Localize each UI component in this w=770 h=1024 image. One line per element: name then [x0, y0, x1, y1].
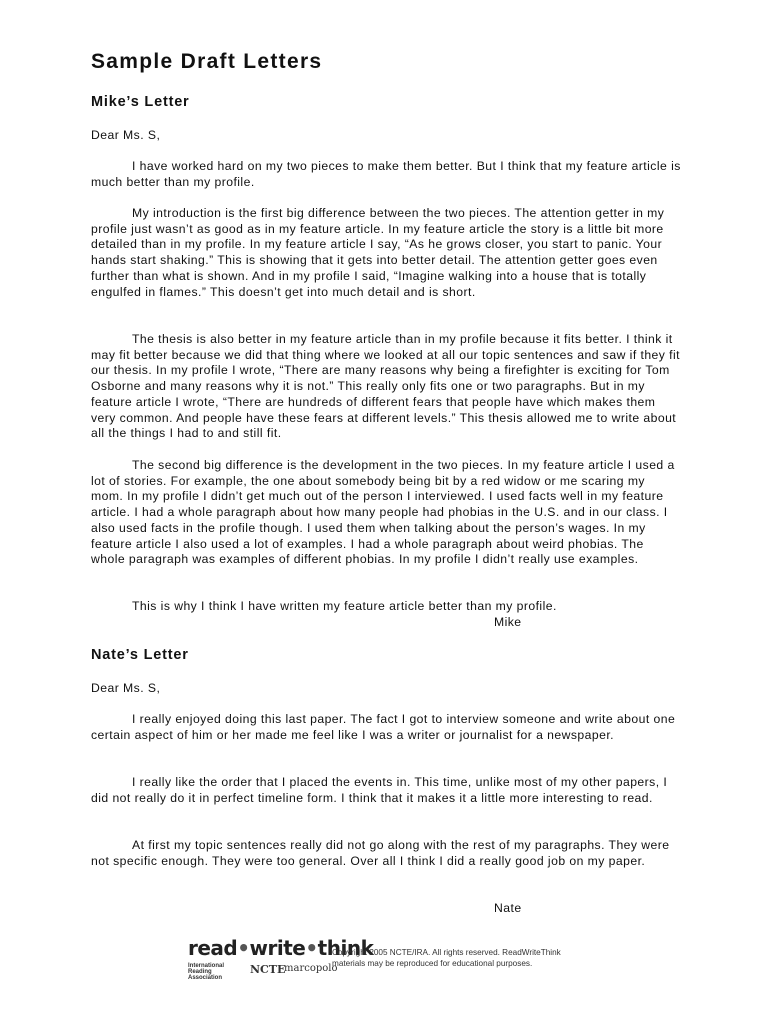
- page-title: Sample Draft Letters: [91, 50, 323, 73]
- copyright-line-1: Copyright 2005 NCTE/IRA. All rights reserved. ReadWriteThink: [332, 948, 561, 957]
- ira-logo: International Reading Association: [188, 963, 225, 981]
- mike-letter-heading: Mike’s Letter: [91, 94, 190, 110]
- copyright-notice: [332, 948, 592, 969]
- footer: [188, 934, 588, 980]
- nate-greeting: Dear Ms. S,: [91, 681, 161, 695]
- marcopolo-logo: marcopolo: [284, 963, 338, 974]
- mike-greeting: Dear Ms. S,: [91, 128, 161, 142]
- mike-paragraph-3: The thesis is also better in my feature article than in my profile because it fits better. I think it may fit better because we did that thing where we looked at all our topic sentences and saw if they fit our thesis. In my profile I wrote, “There are many reasons why being a firefighter is exciting for Tom Osborne and many reasons why it is not.” This really only fits one or two paragraphs. But in my feature article I wrote, “There are hundreds of different fears that people have which makes them very common. And people have these fears at different levels.” This thesis allowed me to write about all the things I had to and still fit.: [91, 332, 680, 441]
- nate-signature: Nate: [494, 901, 522, 915]
- mike-signature: Mike: [494, 615, 522, 629]
- mike-paragraph-2: My introduction is the first big difference between the two pieces. The attention getter in my profile just wasn’t as good as in my feature article. In my feature article the story is a little bit more detailed than in my profile. In my feature article I say, “As he grows closer, you start to panic. Your hands start shaking.” This is showing that it gets into better detail. The attention getter goes even further than what is shown. And in my profile I said, “Imagine walking into a house that is totally engulfed in flames.” This doesn’t get into much detail and is short.: [91, 206, 665, 299]
- mike-paragraph-1: I have worked hard on my two pieces to make them better. But I think that my feature article is much better than my profile.: [91, 159, 681, 189]
- nate-paragraph-1: I really enjoyed doing this last paper. The fact I got to interview someone and write about one certain aspect of him or her made me feel like I was a writer or journalist for a newspaper.: [91, 712, 676, 742]
- ncte-logo: NCTE: [250, 963, 286, 976]
- nate-paragraph-2: I really like the order that I placed the events in. This time, unlike most of my other papers, I did not really do it in perfect timeline form. I think that it makes it a little more interesting to read.: [91, 775, 668, 805]
- nate-paragraph-3: At first my topic sentences really did not go along with the rest of my paragraphs. They were not specific enough. They were too general. Over all I think I did a really good job on my paper.: [91, 838, 670, 868]
- nate-letter-heading: Nate’s Letter: [91, 647, 189, 663]
- readwritethink-logo: read•write•think: [188, 936, 374, 960]
- mike-paragraph-4: The second big difference is the development in the two pieces. In my feature article I used a lot of stories. For example, the one about somebody being bit by a red widow or me scaring my mom. In my profile I didn’t get much out of the person I interviewed. I used facts well in my feature article. I had a whole paragraph about how many people had phobias in the U.S. and in our class. I also used facts in the profile though. I used them when talking about the person’s wages. In my feature article I also used a lot of examples. I had a whole paragraph about weird phobias. The whole paragraph was examples of different phobias. In my profile I didn’t really use examples.: [91, 458, 675, 567]
- mike-paragraph-5: This is why I think I have written my feature article better than my profile.: [132, 599, 557, 613]
- copyright-line-2: materials may be reproduced for educational purposes.: [332, 958, 533, 968]
